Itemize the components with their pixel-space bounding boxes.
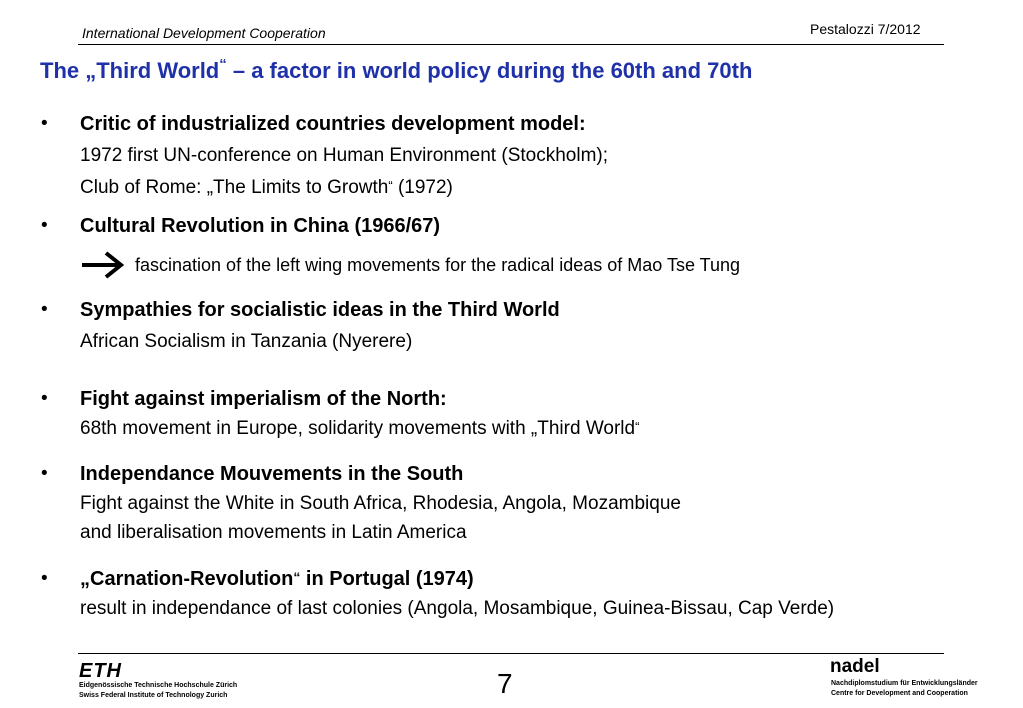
bullet-6-heading-text: „Carnation-Revolution	[80, 568, 294, 590]
bullet-marker: •	[41, 299, 48, 320]
bullet-marker: •	[41, 463, 48, 484]
nadel-logo: nadel	[830, 656, 880, 677]
bullet-5-heading: Independance Mouvements in the South	[80, 463, 464, 485]
page-number: 7	[497, 668, 513, 699]
bullet-1-line-2	[80, 174, 453, 202]
bullet-6-heading-rest: in Portugal (1974)	[300, 568, 474, 590]
bullet-5-line-1: Fight against the White in South Africa, Rhodesia, Angola, Mozambique	[80, 493, 681, 514]
bullet-1-line-2-year: (1972)	[392, 177, 453, 198]
bullet-marker: •	[41, 568, 48, 589]
header-divider	[78, 44, 944, 45]
bullet-marker: •	[41, 215, 48, 236]
bullet-4-line-1	[80, 415, 639, 443]
eth-logo: ETH	[79, 660, 122, 682]
bullet-6-line-1: result in independance of last colonies (Angola, Mosambique, Guinea-Bissau, Cap Verde)	[80, 598, 835, 619]
arrow-right-icon	[80, 250, 126, 280]
bullet-marker: •	[41, 388, 48, 409]
header-author-date: Pestalozzi 7/2012	[810, 21, 921, 37]
slide-title	[40, 58, 752, 84]
footer-divider	[78, 653, 944, 654]
bullet-1-line-2-quote: “	[388, 178, 393, 193]
slide-title-rest: – a factor in world policy during the 60th and 70th	[226, 58, 753, 83]
bullet-4-heading: Fight against imperialism of the North:	[80, 388, 447, 410]
eth-subtitle-en: Swiss Federal Institute of Technology Zurich	[79, 692, 228, 699]
nadel-subtitle-en: Centre for Development and Cooperation	[831, 690, 968, 697]
bullet-1-heading: Critic of industrialized countries development model:	[80, 113, 586, 135]
bullet-5-line-2: and liberalisation movements in Latin America	[80, 522, 467, 543]
bullet-6-heading-quote: “	[293, 569, 301, 585]
bullet-3-heading: Sympathies for socialistic ideas in the Third World	[80, 299, 560, 321]
nadel-subtitle-de: Nachdiplomstudium für Entwicklungsländer	[831, 680, 978, 687]
bullet-2-arrow-text: fascination of the left wing movements for the radical ideas of Mao Tse Tung	[135, 255, 740, 275]
bullet-4-line-1-text: 68th movement in Europe, solidarity movements with „Third World	[80, 418, 636, 439]
bullet-marker: •	[41, 113, 48, 134]
header-course-title: International Development Cooperation	[82, 25, 326, 41]
slide-title-quote: “	[219, 56, 227, 73]
bullet-6-heading	[80, 565, 474, 593]
bullet-1-line-1: 1972 first UN-conference on Human Environment (Stockholm);	[80, 145, 609, 166]
bullet-3-line-1: African Socialism in Tanzania (Nyerere)	[80, 331, 413, 352]
eth-subtitle-de: Eidgenössische Technische Hochschule Zürich	[79, 682, 238, 689]
bullet-2-heading: Cultural Revolution in China (1966/67)	[80, 215, 441, 237]
bullet-1-line-2-text: Club of Rome: „The Limits to Growth	[80, 177, 389, 198]
bullet-4-line-1-quote: “	[635, 419, 640, 434]
slide-title-main: The „Third World	[40, 58, 220, 83]
